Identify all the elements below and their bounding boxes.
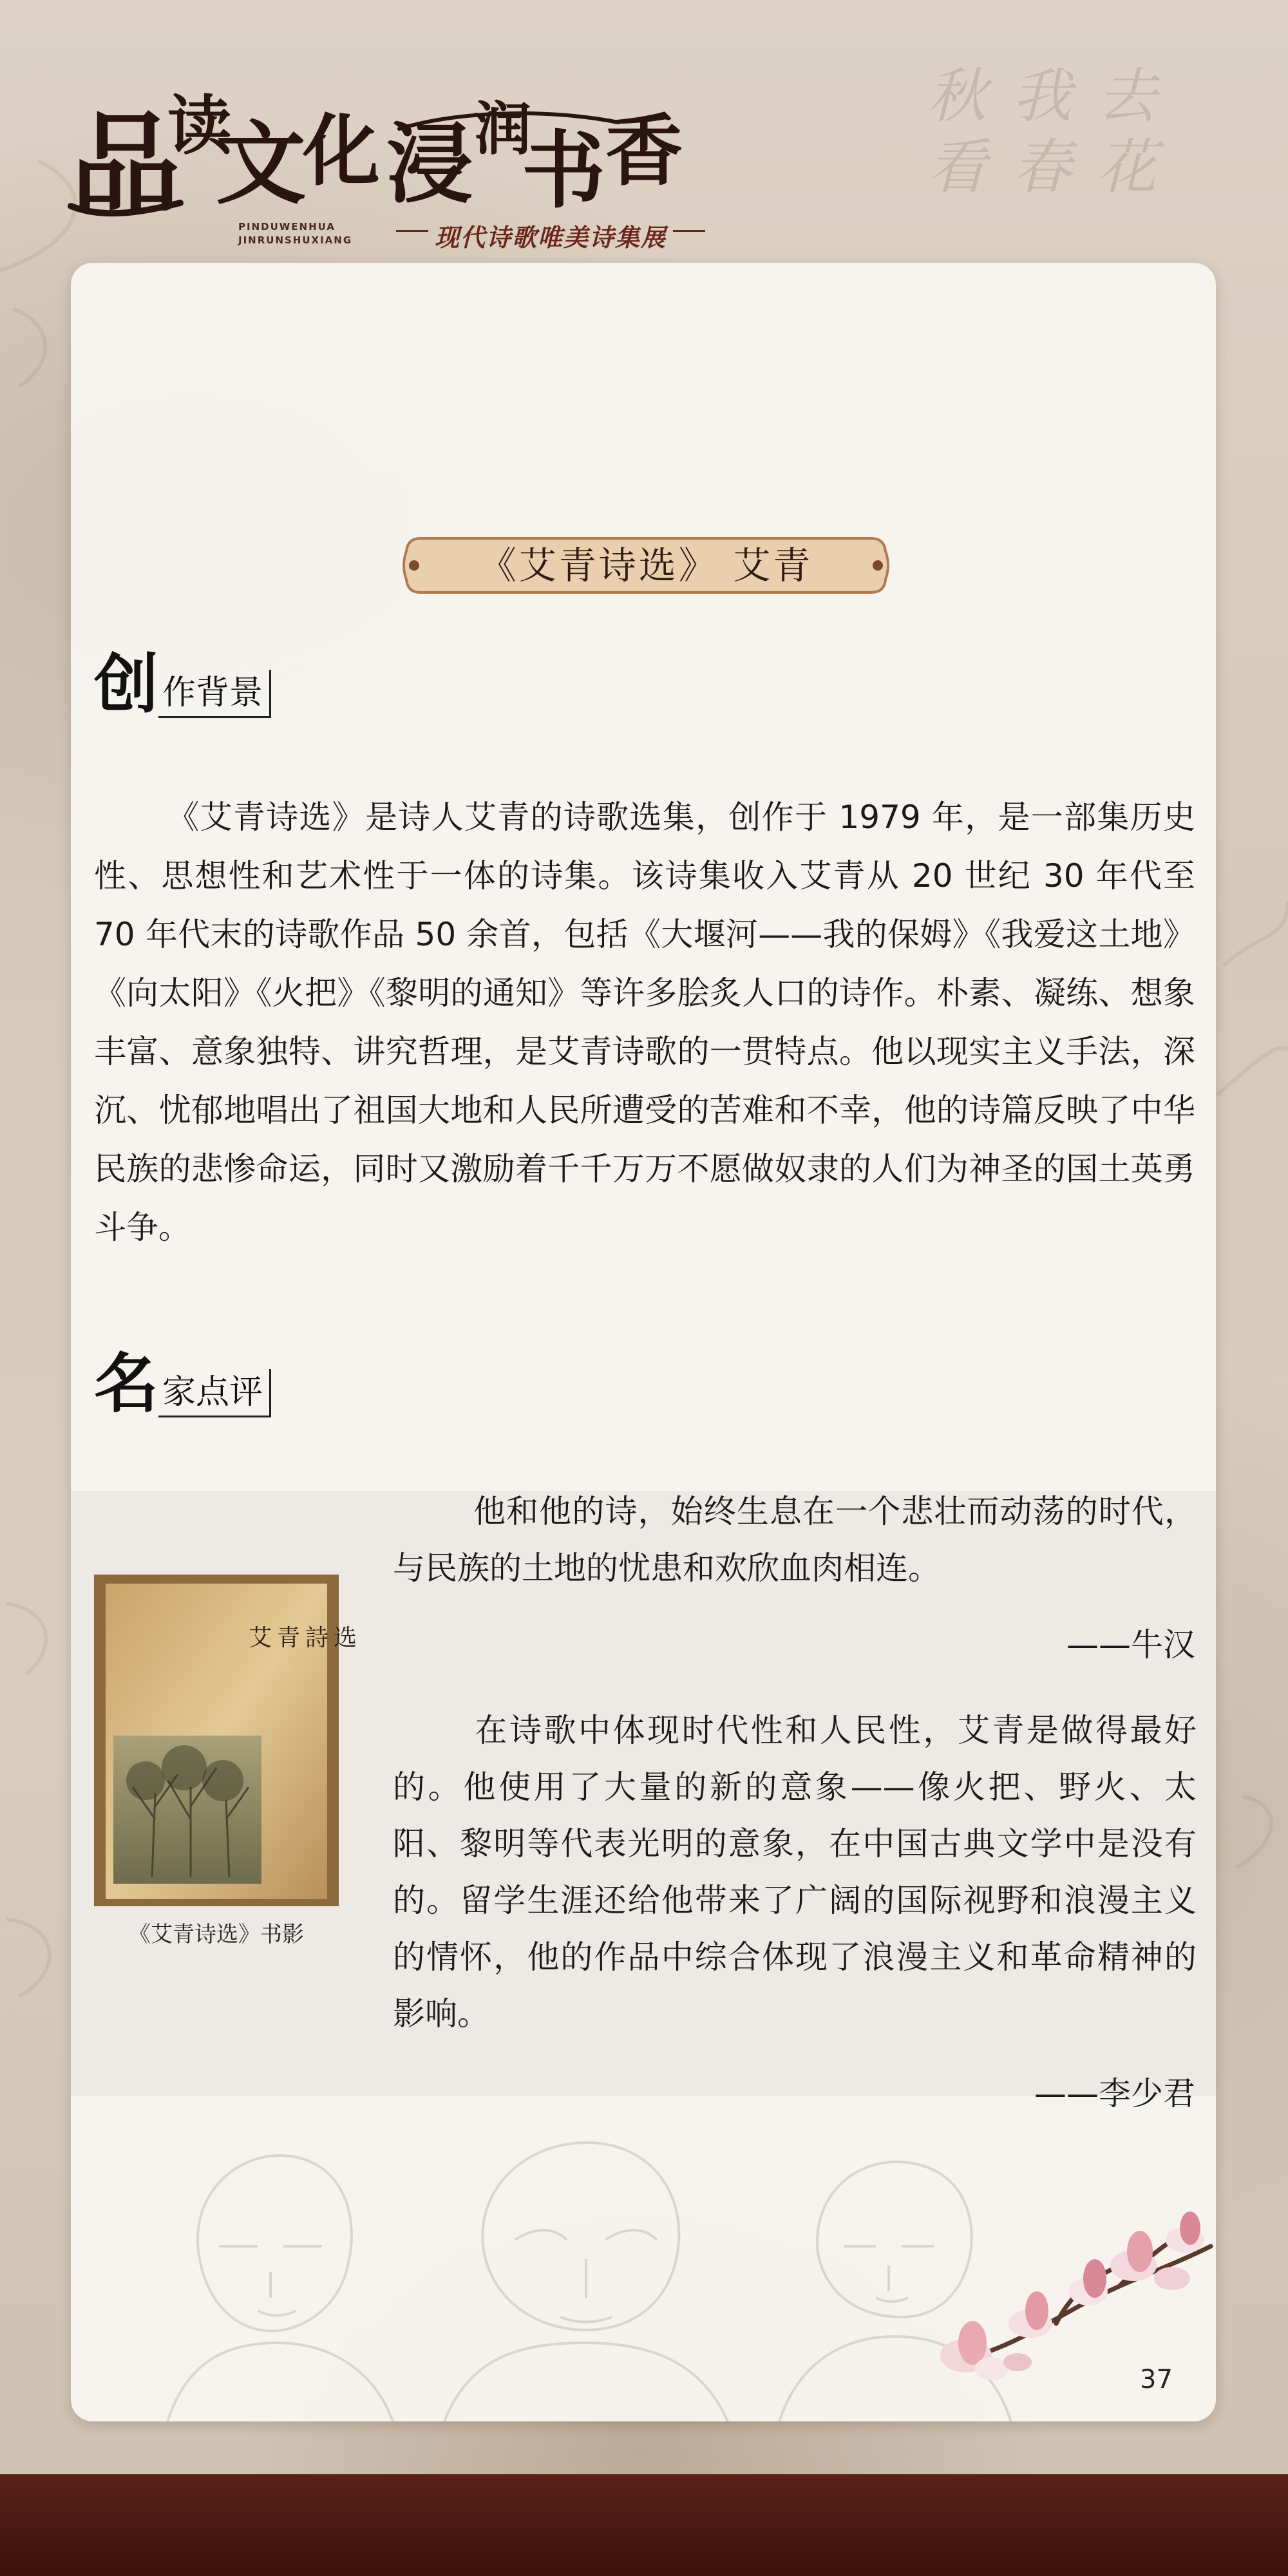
logo-char: 书 xyxy=(522,121,606,220)
book-cover-title xyxy=(249,1625,362,1651)
logo-char: 化 xyxy=(303,106,380,196)
exhibition-subtitle: 现代诗歌唯美诗集展 xyxy=(435,223,667,252)
section-heading-reviews xyxy=(94,1345,416,1422)
section-heading-background xyxy=(94,645,416,723)
pinyin-line: PINDUWENHUA xyxy=(238,221,336,232)
section-heading-rest: 作背景 xyxy=(158,670,271,718)
logo-char: 读 xyxy=(167,88,232,164)
review-quote-2 xyxy=(393,1702,1197,2042)
review-quote-text: 在诗歌中体现时代性和人民性，艾青是做得最好的。他使用了大量的新的意象——像火把、野火、太阳、黎明等代表光明的意象，在中国古典文学中是没有的。留学生涯还给他带来了广阔的国际视野和浪漫主义的情怀，他的作品中综合体现了浪漫主义和革命精神的影响。 xyxy=(393,1712,1197,2032)
subtitle-dash-right xyxy=(673,230,705,232)
section-heading-rest: 家点评 xyxy=(158,1369,271,1417)
book-title: 《艾青诗选》 艾青 xyxy=(478,544,813,587)
logo-pinyin xyxy=(238,220,399,247)
review-author-1: ——牛汉 xyxy=(1066,1626,1195,1663)
exhibition-header xyxy=(64,84,708,251)
book-photo-caption: 《艾青诗选》书影 xyxy=(129,1922,304,1947)
logo-char: 香 xyxy=(605,106,683,196)
bottom-decorative-bar xyxy=(0,2474,1288,2576)
book-cover-photo xyxy=(94,1575,363,1906)
pinyin-line: JINRUNSHUXIANG xyxy=(238,234,353,246)
review-quote-text: 他和他的诗，始终生息在一个悲壮而动荡的时代，与民族的土地的忧患和欢欣血肉相连。 xyxy=(393,1493,1197,1587)
logo-char: 润 xyxy=(473,95,531,163)
content-card xyxy=(71,263,1216,2421)
logo-char: 浸 xyxy=(386,113,473,215)
page-number: 37 xyxy=(1140,2365,1173,2394)
logo-char: 文 xyxy=(216,111,307,217)
book-cover-title-text: 艾青詩选 xyxy=(249,1625,363,1651)
section-heading-initial: 名 xyxy=(94,1345,158,1421)
background-paragraph-text: 《艾青诗选》是诗人艾青的诗歌选集，创作于 1979 年，是一部集历史性、思想性和艺术性于一体的诗集。该诗集收入艾青从 20 世纪 30 年代至 70 年代末的诗歌作品 50 余首，包括《大堰河——我的保姆》《我爱这土地》《向太阳》《火把》《黎明的通知》等许多脍炙人口的诗作。朴素、凝练、想象丰富、意象独特、讲究哲理，是艾青诗歌的一贯特点。他以现实主义手法，深沉、忧郁地唱出了祖国大地和人民所遭受的苦难和不幸，他的诗篇反映了中华民族的悲惨命运，同时又激励着千千万万不愿做奴隶的人们为神圣的国土英勇斗争。 xyxy=(94,799,1195,1246)
calligraphy-watermark: 秋我去看春花 xyxy=(927,62,1183,202)
review-author-2: ——李少君 xyxy=(1034,2075,1195,2112)
review-quote-1 xyxy=(393,1483,1197,1596)
section-heading-initial: 创 xyxy=(94,646,158,722)
logo-char: 品 xyxy=(71,100,181,229)
subtitle-dash-left xyxy=(396,230,428,232)
background-paragraph xyxy=(94,788,1195,1257)
book-title-banner xyxy=(395,532,897,599)
